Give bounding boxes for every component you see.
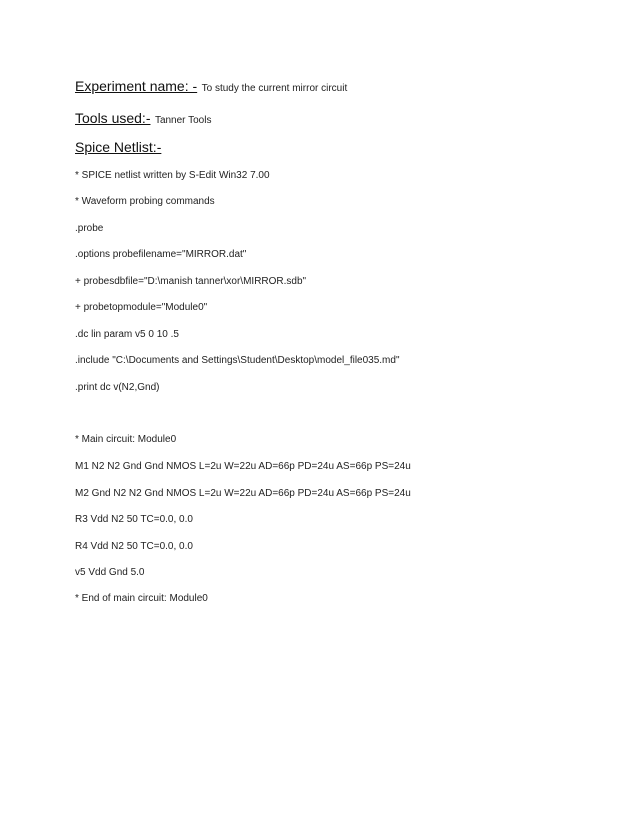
netlist-line: .include "C:\Documents and Settings\Student\Desktop\model_file035.md" bbox=[75, 355, 400, 366]
netlist-line: + probesdbfile="D:\manish tanner\xor\MIRROR.sdb" bbox=[75, 276, 307, 287]
netlist-line: + probetopmodule="Module0" bbox=[75, 302, 208, 313]
experiment-name-value: To study the current mirror circuit bbox=[201, 83, 348, 94]
netlist-line: .dc lin param v5 0 10 .5 bbox=[75, 329, 179, 340]
netlist-line: .print dc v(N2,Gnd) bbox=[75, 382, 160, 393]
experiment-name-line bbox=[75, 78, 347, 96]
netlist-line: * Main circuit: Module0 bbox=[75, 434, 177, 445]
tools-used-line bbox=[75, 110, 211, 128]
netlist-line: R4 Vdd N2 50 TC=0.0, 0.0 bbox=[75, 541, 193, 552]
netlist-line: * End of main circuit: Module0 bbox=[75, 593, 208, 604]
netlist-line: v5 Vdd Gnd 5.0 bbox=[75, 567, 145, 578]
experiment-name-label: Experiment name: - bbox=[75, 78, 198, 94]
spice-netlist-heading-line bbox=[75, 139, 161, 157]
netlist-line: .probe bbox=[75, 223, 104, 234]
netlist-line: R3 Vdd N2 50 TC=0.0, 0.0 bbox=[75, 514, 193, 525]
netlist-line: M1 N2 N2 Gnd Gnd NMOS L=2u W=22u AD=66p PD=24u AS=66p PS=24u bbox=[75, 461, 411, 472]
netlist-line: * SPICE netlist written by S-Edit Win32 7.00 bbox=[75, 170, 270, 181]
tools-used-label: Tools used:- bbox=[75, 110, 151, 126]
netlist-line: .options probefilename="MIRROR.dat" bbox=[75, 249, 247, 260]
netlist-line: * Waveform probing commands bbox=[75, 196, 215, 207]
netlist-line: M2 Gnd N2 N2 Gnd NMOS L=2u W=22u AD=66p PD=24u AS=66p PS=24u bbox=[75, 488, 411, 499]
spice-netlist-heading: Spice Netlist:- bbox=[75, 139, 162, 155]
tools-used-value: Tanner Tools bbox=[154, 115, 212, 126]
